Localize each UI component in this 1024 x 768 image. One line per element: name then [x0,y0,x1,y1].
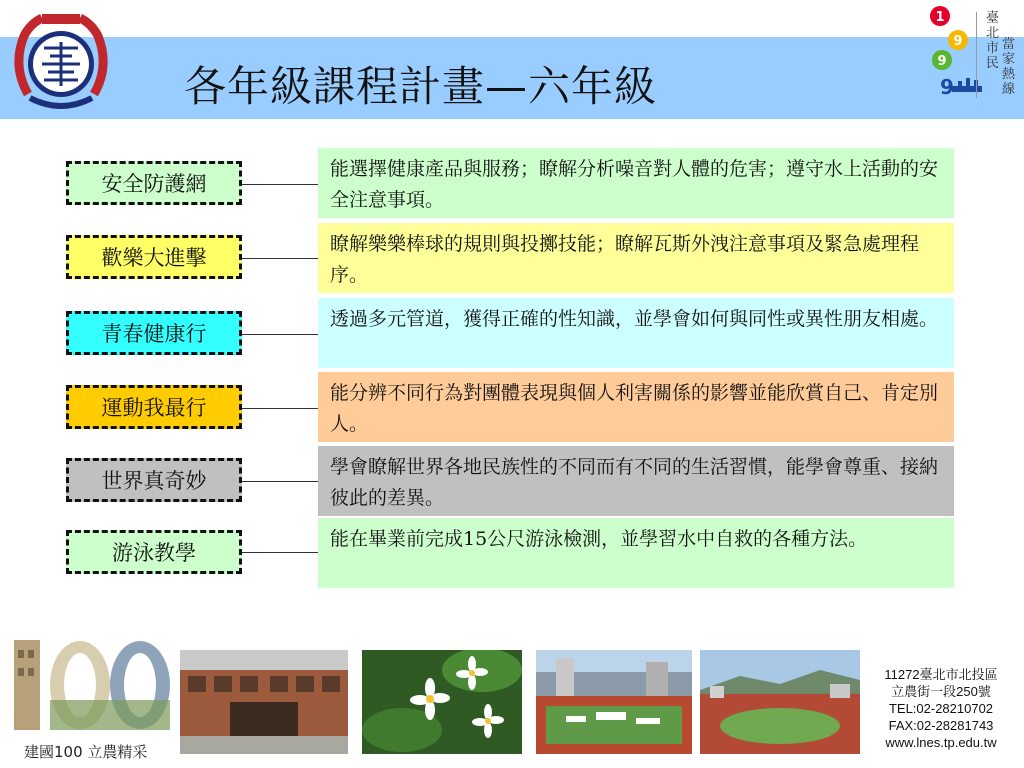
footer-caption: 建國100 立農精采 [24,743,148,761]
course-label-text: 歡樂大進擊 [101,246,207,270]
connector-line [242,408,318,409]
citizen-hotline-logo [928,4,1018,100]
flower-photo [362,650,522,754]
course-label-safety-net [66,161,242,205]
course-description-swimming [318,518,954,588]
connector-line [242,258,318,259]
svg-text:9: 9 [940,75,954,99]
connector-line [242,481,318,482]
course-label-swimming [66,530,242,574]
course-label-wonderful-world [66,458,242,502]
connector-line [242,334,318,335]
svg-text:市: 市 [986,41,1000,56]
fax-line: FAX:02-28281743 [888,718,994,733]
hotline-digit-2: 9 [953,34,963,49]
svg-text:民: 民 [986,56,1000,71]
course-description-joyful-attack [318,223,954,293]
course-label-sports-best [66,385,242,429]
course-description-text: 能分辨不同行為對團體表現與個人利害關係的影響並能欣賞自己、肯定別人。 [330,382,939,435]
hotline-digit-1: 1 [935,10,945,25]
phone-line: TEL:02-28210702 [888,701,994,716]
course-description-sports-best [318,372,954,442]
course-label-text: 青春健康行 [101,322,207,346]
centennial-100-logo [14,640,172,730]
course-description-youth-health [318,298,954,368]
svg-text:北: 北 [986,26,1000,41]
school-building-photo [180,650,348,754]
course-label-text: 安全防護網 [101,172,207,196]
address-line: 立農街一段250號 [891,684,991,699]
course-label-text: 運動我最行 [101,396,207,420]
course-description-wonderful-world [318,446,954,516]
course-label-joyful-attack [66,235,242,279]
track-field-photo [700,650,860,754]
course-description-text: 能選擇健康產品與服務；瞭解分析噪音對人體的危害；遵守水上活動的安全注意事項。 [330,158,939,211]
svg-text:線: 線 [1002,82,1016,97]
sports-field-event-photo [536,650,692,754]
school-emblem-icon [8,6,114,114]
svg-text:臺: 臺 [986,11,1000,26]
course-description-text: 透過多元管道，獲得正確的性知識，並學會如何與同性或異性朋友相處。 [330,308,939,330]
svg-text:家: 家 [1002,52,1016,67]
course-description-text: 瞭解樂樂棒球的規則與投擲技能；瞭解瓦斯外洩注意事項及緊急處理程序。 [330,233,920,286]
connector-line [242,184,318,185]
connector-line [242,552,318,553]
course-label-youth-health [66,311,242,355]
page-title: 各年級課程計畫—六年級 [184,62,658,111]
course-label-text: 游泳教學 [112,541,196,565]
svg-text:熱: 熱 [1002,67,1016,82]
hotline-digit-3: 9 [937,54,947,69]
course-label-text: 世界真奇妙 [101,469,207,493]
website-link[interactable]: www.lnes.tp.edu.tw [885,735,997,750]
course-description-text: 學會瞭解世界各地民族性的不同而有不同的生活習慣，能學會尊重、接納彼此的差異。 [330,456,939,509]
course-description-text: 能在畢業前完成15公尺游泳檢測，並學習水中自救的各種方法。 [330,528,868,550]
svg-text:當: 當 [1002,37,1016,52]
address-line: 11272臺北市北投區 [884,667,998,682]
course-description-safety-net [318,148,954,218]
school-address [866,666,1016,751]
